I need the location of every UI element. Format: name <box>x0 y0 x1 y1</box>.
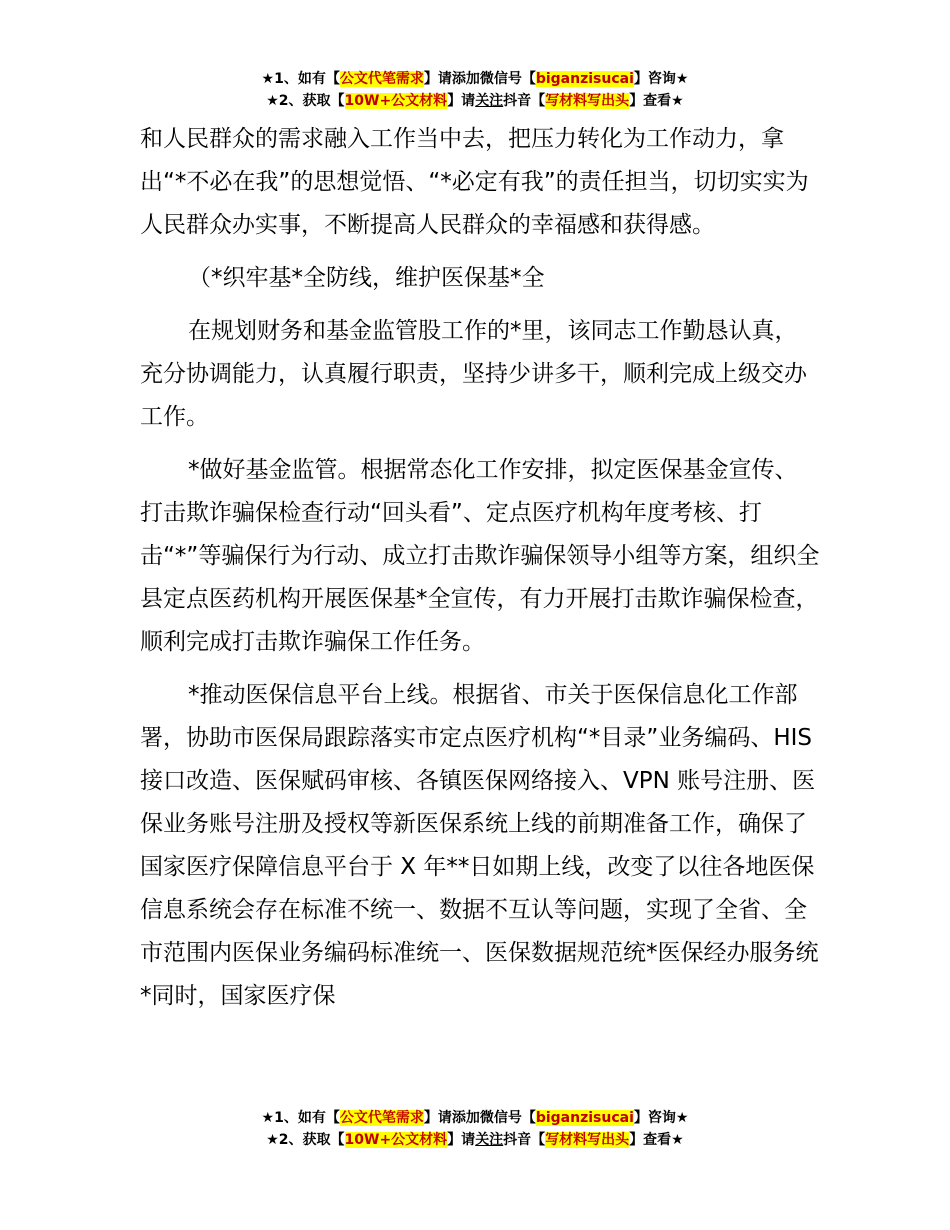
banner-highlight: 10W+公文材料 <box>344 1132 448 1148</box>
banner-text: 抖音【 <box>503 93 546 109</box>
banner-text: ★1、如有【 <box>261 1110 340 1126</box>
banner-text: 】咨询★ <box>633 1110 689 1126</box>
document-body <box>140 118 820 1018</box>
paragraph: *推动医保信息平台上线。根据省、市关于医保信息化工作部署，协助市医保局跟踪落实市定点医疗机构“*目录”业务编码、HIS 接口改造、医保赋码审核、各镇医保网络接入、VPN 账号注册、医保业务账号注册及授权等新医保系统上线的前期准备工作，确保了国家医疗保障信息平台于 X 年**日如期上线，改变了以往各地医保信息系统会存在标准不统一、数据不互认等问题，实现了全省、全市范围内医保业务编码标准统一、医保数据规范统*医保经办服务统*同时，国家医疗保 <box>140 682 819 1009</box>
footer-banner <box>0 1107 950 1151</box>
wechat-id-highlight: biganzisucai <box>535 1110 634 1126</box>
banner-highlight: 公文代笔需求 <box>339 71 424 87</box>
banner-text: 】咨询★ <box>633 71 689 87</box>
banner-highlight: 10W+公文材料 <box>344 93 448 109</box>
paragraph: *做好基金监管。根据常态化工作安排，拟定医保基金宣传、打击欺诈骗保检查行动“回头看”、定点医疗机构年度考核、打击“*”等骗保行为行动、成立打击欺诈骗保领导小组等方案，组织全县定点医药机构开展医保基*全宣传，有力开展打击欺诈骗保检查，顺利完成打击欺诈骗保工作任务。 <box>140 457 820 655</box>
banner-text: 】请 <box>447 93 476 109</box>
wechat-id-highlight: biganzisucai <box>535 71 634 87</box>
section-heading: （*织牢基*全防线，维护医保基*全 <box>188 265 545 291</box>
banner-text: 】请添加微信号【 <box>423 1110 536 1126</box>
douyin-name-highlight: 写材料写出头 <box>545 1132 630 1148</box>
douyin-name-highlight: 写材料写出头 <box>545 93 630 109</box>
banner-text: 】请 <box>447 1132 476 1148</box>
banner-text: 抖音【 <box>503 1132 546 1148</box>
banner-line-1 <box>0 1107 950 1129</box>
banner-underlined-text: 关注 <box>475 1132 504 1148</box>
banner-text: 】请添加微信号【 <box>423 71 536 87</box>
banner-text: ★2、获取【 <box>266 93 345 109</box>
banner-text: 】查看★ <box>629 1132 684 1148</box>
banner-text: ★1、如有【 <box>261 71 340 87</box>
paragraph: 在规划财务和基金监管股工作的*里，该同志工作勤恳认真，充分协调能力，认真履行职责，坚持少讲多干，顺利完成上级交办工作。 <box>140 318 807 430</box>
header-banner <box>0 68 950 112</box>
banner-line-1 <box>0 68 950 90</box>
banner-line-2 <box>0 90 950 112</box>
banner-text: 】查看★ <box>629 93 684 109</box>
banner-line-2 <box>0 1129 950 1151</box>
banner-text: ★2、获取【 <box>266 1132 345 1148</box>
paragraph: 和人民群众的需求融入工作当中去，把压力转化为工作动力，拿出“*不必在我”的思想觉悟、“*必定有我”的责任担当，切切实实为人民群众办实事，不断提高人民群众的幸福感和获得感。 <box>140 126 809 238</box>
banner-highlight: 公文代笔需求 <box>339 1110 424 1126</box>
banner-underlined-text: 关注 <box>475 93 504 109</box>
